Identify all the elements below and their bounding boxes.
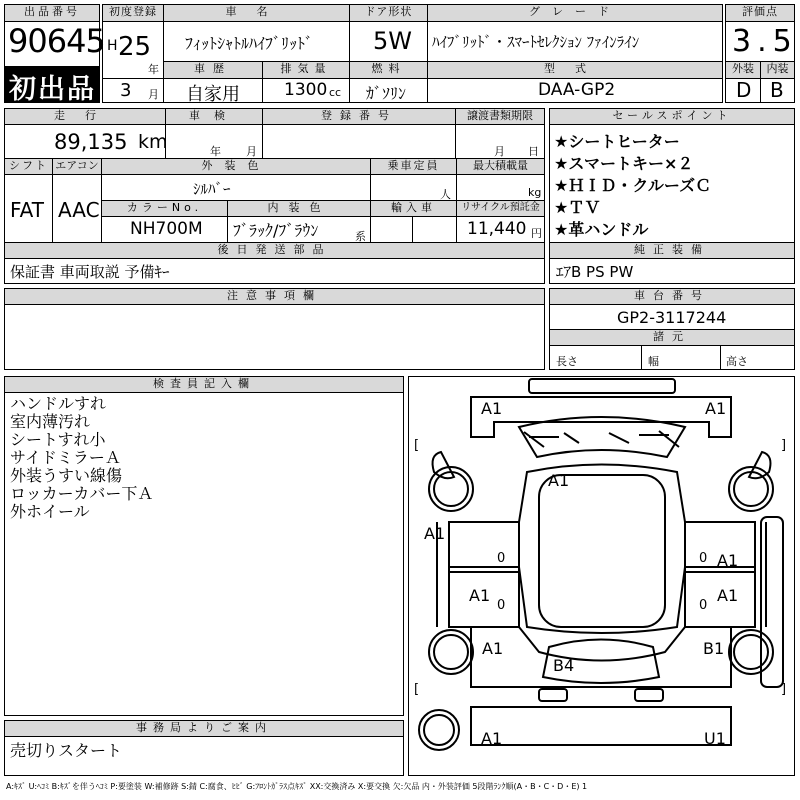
inspector-line-1: ハンドルすれ	[10, 394, 107, 413]
door-type: 5W	[373, 27, 412, 55]
lot-number-label: 出品番号	[5, 5, 99, 21]
svg-text:0: 0	[699, 551, 708, 566]
svg-text:0: 0	[497, 551, 506, 566]
mileage-label: 走行	[5, 109, 165, 124]
inspector-line-4: サイドミラーＡ	[10, 448, 121, 467]
score: 3.5	[732, 24, 798, 59]
office-label: 事務局よりご案内	[5, 721, 403, 736]
damage-mark-5: A1	[717, 551, 739, 570]
inspector-label: 検査員記入欄	[5, 377, 403, 392]
chassis-label: 車台番号	[550, 289, 794, 304]
score-label: 評価点	[726, 5, 794, 21]
grade-label: グレード	[428, 5, 722, 21]
reg-era: H	[107, 38, 118, 54]
damage-mark-7: A1	[717, 586, 739, 605]
sales-point-2: ★スマートキー×２	[554, 154, 694, 173]
svg-text:[: [	[414, 438, 420, 453]
damage-mark-2: A1	[705, 399, 727, 418]
sales-point-1: ★シートヒーター	[554, 132, 680, 151]
sales-point-5: ★革ハンドル	[554, 220, 649, 239]
svg-text:]: ]	[781, 438, 787, 453]
inspector-line-6: ロッカーカバー下Ａ	[10, 484, 154, 503]
exterior-grade: D	[736, 78, 752, 102]
svg-text:]: ]	[781, 682, 787, 697]
reg-label: 初度登録	[103, 5, 163, 21]
inspector-line-5: 外装うすい線傷	[10, 466, 123, 485]
plate-label: 登録番号	[263, 109, 455, 124]
door-label: ドア形状	[350, 5, 427, 21]
history-label: 車歴	[164, 62, 262, 78]
damage-mark-12: U1	[704, 729, 726, 748]
svg-text:0: 0	[699, 598, 708, 613]
dim-width: 幅	[648, 355, 659, 368]
reg-month-unit: 月	[148, 88, 159, 101]
interior-grade: B	[770, 78, 784, 102]
dimensions-label: 諸元	[550, 330, 794, 345]
ac: AAC	[58, 198, 100, 222]
interior-color-label: 内装色	[228, 201, 370, 216]
damage-mark-4: A1	[424, 524, 446, 543]
displacement-unit: cc	[329, 86, 342, 99]
sales-point-3: ★ＨＩＤ・クルーズＣ	[554, 176, 712, 195]
inspector-line-7: 外ホイール	[10, 502, 90, 521]
damage-mark-1: A1	[481, 399, 503, 418]
interior-grade-label: 内装	[761, 62, 794, 78]
color-no: NH700M	[130, 219, 203, 239]
mileage: 89,135	[54, 130, 128, 154]
damage-mark-11: A1	[481, 729, 503, 748]
capacity-unit: 人	[440, 188, 451, 201]
damage-mark-8: A1	[482, 639, 504, 658]
svg-text:[: [	[414, 682, 420, 697]
interior-color: ﾌﾞﾗｯｸ/ﾌﾞﾗｳﾝ	[233, 221, 319, 240]
car-diagram	[409, 377, 794, 775]
inspection-year-unit: 年	[210, 145, 221, 158]
ac-label: エアコン	[53, 159, 101, 174]
later-parts: 保証書 車両取説 予備ｷｰ	[10, 263, 170, 281]
fuel-label: 燃料	[350, 62, 427, 78]
fuel: ｶﾞｿﾘﾝ	[366, 84, 407, 103]
recycle: 11,440	[467, 219, 527, 239]
reg-year: 25	[118, 32, 152, 62]
car-name: ﾌｨｯﾄｼｬﾄﾙﾊｲﾌﾞﾘｯﾄﾞ	[185, 34, 314, 53]
load-label: 最大積載量	[457, 159, 544, 174]
car-name-label: 車名	[164, 5, 349, 21]
inspection-month-unit: 月	[246, 145, 257, 158]
legend: A:ｷｽﾞ U:ﾍｺﾐ B:ｷｽﾞを伴うﾍｺﾐ P:要塗装 W:補修跡 S:錆 C:腐食、ﾋﾋﾞ G:ﾌﾛﾝﾄｶﾞﾗｽ点ｷｽﾞ XX:交換済み X:要交換 欠:欠品 内・外装評価 5段階ﾗﾝｸ順(A・B・C・D・E) 1	[6, 782, 588, 791]
exterior-color: ｼﾙﾊﾞｰ	[193, 180, 231, 198]
recycle-label: リサイクル預託金	[457, 201, 544, 216]
damage-mark-6: A1	[469, 586, 491, 605]
inspector-line-2: 室内薄汚れ	[10, 412, 91, 431]
color-no-label: カラーNo.	[102, 201, 227, 216]
reg-month: 3	[120, 80, 132, 101]
load-unit: kg	[528, 186, 542, 199]
mileage-unit: km	[138, 131, 168, 153]
transfer-day-unit: 日	[528, 145, 539, 158]
damage-mark-9: B1	[703, 639, 725, 658]
reg-year-unit: 年	[148, 63, 159, 76]
exterior-color-label: 外装色	[102, 159, 370, 174]
svg-text:0: 0	[497, 598, 506, 613]
equipment-label: 純正装備	[550, 243, 794, 258]
first-listing-text: 初出品	[9, 74, 96, 105]
exterior-grade-label: 外装	[726, 62, 760, 78]
transfer-label: 譲渡書類期限	[456, 109, 544, 124]
shift: FAT	[10, 198, 45, 222]
shift-label: シフト	[5, 159, 52, 174]
sales-points-label: セールスポイント	[550, 109, 794, 124]
notes-label: 注意事項欄	[5, 289, 544, 304]
lot-number: 90645	[8, 22, 105, 60]
sales-point-4: ★ＴＶ	[554, 198, 601, 217]
later-parts-label: 後日発送部品	[5, 243, 544, 258]
displacement-label: 排気量	[263, 62, 349, 78]
inspector-line-3: シートすれ小	[10, 430, 106, 449]
office-text: 売切りスタート	[10, 741, 123, 760]
history: 自家用	[186, 84, 240, 105]
capacity-label: 乗車定員	[371, 159, 456, 174]
dim-length: 長さ	[556, 355, 578, 368]
damage-mark-3: A1	[548, 471, 570, 490]
model-code: DAA-GP2	[538, 80, 616, 100]
damage-mark-10: B4	[553, 656, 575, 675]
grade: ﾊｲﾌﾞﾘｯﾄﾞ・ｽﾏｰﾄｾﾚｸｼｮﾝ ﾌｧｲﾝﾗｲﾝ	[432, 33, 640, 51]
equipment: ｴｱB PS PW	[556, 263, 634, 281]
dim-height: 高さ	[726, 355, 748, 368]
recycle-unit: 円	[531, 227, 542, 240]
inspection-label: 車検	[166, 109, 262, 124]
import-label: 輸入車	[371, 201, 456, 216]
interior-color-suffix: 系	[355, 230, 366, 243]
chassis-number: GP2-3117244	[617, 308, 727, 327]
transfer-month-unit: 月	[494, 145, 505, 158]
displacement: 1300	[284, 80, 328, 100]
model-code-label: 型式	[428, 62, 722, 78]
